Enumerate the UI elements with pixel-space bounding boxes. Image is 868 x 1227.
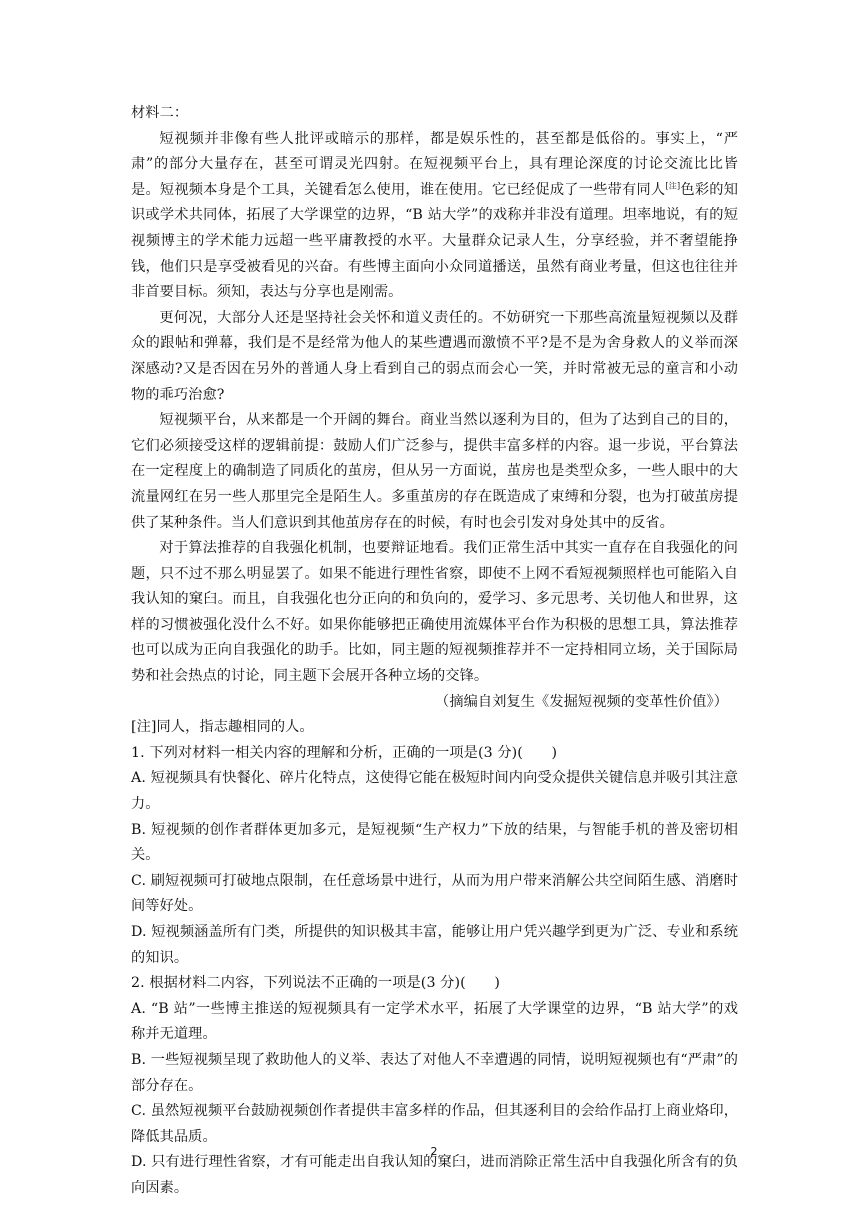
question-stem: 1. 下列对材料一相关内容的理解和分析，正确的一项是(3 分)( ) [131, 744, 558, 761]
option-b: B. 一些短视频呈现了救助他人的义举、表达了对他人不幸遭遇的同情，说明短视频也有“严肃”的部分存在。 [131, 1051, 738, 1094]
option-d: D. 短视频涵盖所有门类，所提供的知识极其丰富，能够让用户凭兴趣学到更为广泛、专业和系统的知识。 [131, 924, 738, 966]
article-body [131, 101, 738, 1202]
option-c: C. 刷短视频可打破地点限制，在任意场景中进行，从而为用户带来消解公共空间陌生感、消磨时间等好处。 [131, 872, 738, 915]
footnote: [注]同人，指志趣相同的人。 [131, 719, 314, 736]
question-stem: 2. 根据材料二内容，下列说法不正确的一项是(3 分)( ) [131, 975, 500, 992]
paragraph-3: 短视频平台，从来都是一个开阔的舞台。商业当然以逐利为目的，但为了达到自己的目的，它们必须接受这样的逻辑前提：鼓励人们广泛参与，提供丰富多样的内容。退一步说，平台算法在一定程度上的确制造了同质化的茧房，但从另一方面说，茧房也是类型众多，一些人眼中的大流量网红在另一些人那里完全是陌生人。多重茧房的存在既造成了束缚和分裂，也为打破茧房提供了某种条件。当人们意识到其他茧房存在的时候，有时也会引发对身处其中的反省。 [131, 412, 738, 531]
option-a: A. 短视频具有快餐化、碎片化特点，这使得它能在极短时间内向受众提供关键信息并吸引其注意力。 [131, 770, 738, 813]
paragraph-4: 对于算法推荐的自我强化机制，也要辩证地看。我们正常生活中其实一直存在自我强化的问题，只不过不那么明显罢了。如果不能进行理性省察，即使不上网不看短视频照样也可能陷入自我认知的窠臼。而且，自我强化也分正向的和负向的，爱学习、多元思考、关切他人和世界，这样的习惯被强化没什么不好。如果你能够把正确使用流媒体平台作为积极的思想工具，算法推荐也可以成为正向自我强化的助手。比如，同主题的短视频推荐并不一定持相同立场，关于国际局势和社会热点的讨论，同主题下会展开各种立场的交锋。 [131, 540, 738, 685]
question-2 [131, 971, 738, 1201]
material-heading: 材料二： [131, 105, 189, 121]
page-number: 2 [430, 1145, 438, 1158]
option-b: B. 短视频的创作者群体更加多元，是短视频“生产权力”下放的结果，与智能手机的普及密切相关。 [131, 821, 738, 864]
paragraph-1-text-b: 色彩的知识或学术共同体，拓展了大学课堂的边界，“B 站大学”的戏称并非没有道理。坦率地说，有的短视频博主的学术能力远超一些平庸教授的水平。大量群众记录人生，分享经验，并不奢望能挣钱，他们只是享受被看见的兴奋。有些博主面向小众同道播送，虽然有商业考量，但这也往往并非首要目标。须知，表达与分享也是刚需。 [131, 181, 739, 301]
question-1 [131, 741, 738, 971]
option-a: A. “B 站”一些博主推送的短视频具有一定学术水平，拓展了大学课堂的边界，“B 站大学”的戏称并无道理。 [131, 1000, 738, 1043]
paragraph-1-text-a: 短视频并非像有些人批评或暗示的那样，都是娱乐性的，甚至都是低俗的。事实上，“严肃”的部分大量存在，甚至可谓灵光四射。在短视频平台上，具有理论深度的讨论交流比比皆是。短视频本身是个工具，关键看怎么使用，谁在使用。它已经促成了一些带有同人 [131, 130, 738, 198]
option-c: C. 虽然短视频平台鼓励视频创作者提供丰富多样的作品，但其逐利目的会给作品打上商业烙印，降低其品质。 [131, 1103, 738, 1145]
paragraph-1 [131, 127, 738, 306]
paragraph-2: 更何况，大部分人还是坚持社会关怀和道义责任的。不妨研究一下那些高流量短视频以及群众的跟帖和弹幕，我们是不是经常为他人的某些遭遇而激愤不平?是不是为舍身救人的义举而深深感动?又是否因在另外的普通人身上看到自己的弱点而会心一笑，并时常被无忌的童言和小动物的乖巧治愈? [131, 309, 738, 403]
source-citation: （摘编自刘复生《发掘短视频的变革性价值》） [435, 693, 728, 710]
footnote-mark: [注] [665, 181, 681, 191]
option-d: D. 只有进行理性省察，才有可能走出自我认知的窠臼，进而消除正常生活中自我强化所含有的负向因素。 [131, 1154, 738, 1196]
